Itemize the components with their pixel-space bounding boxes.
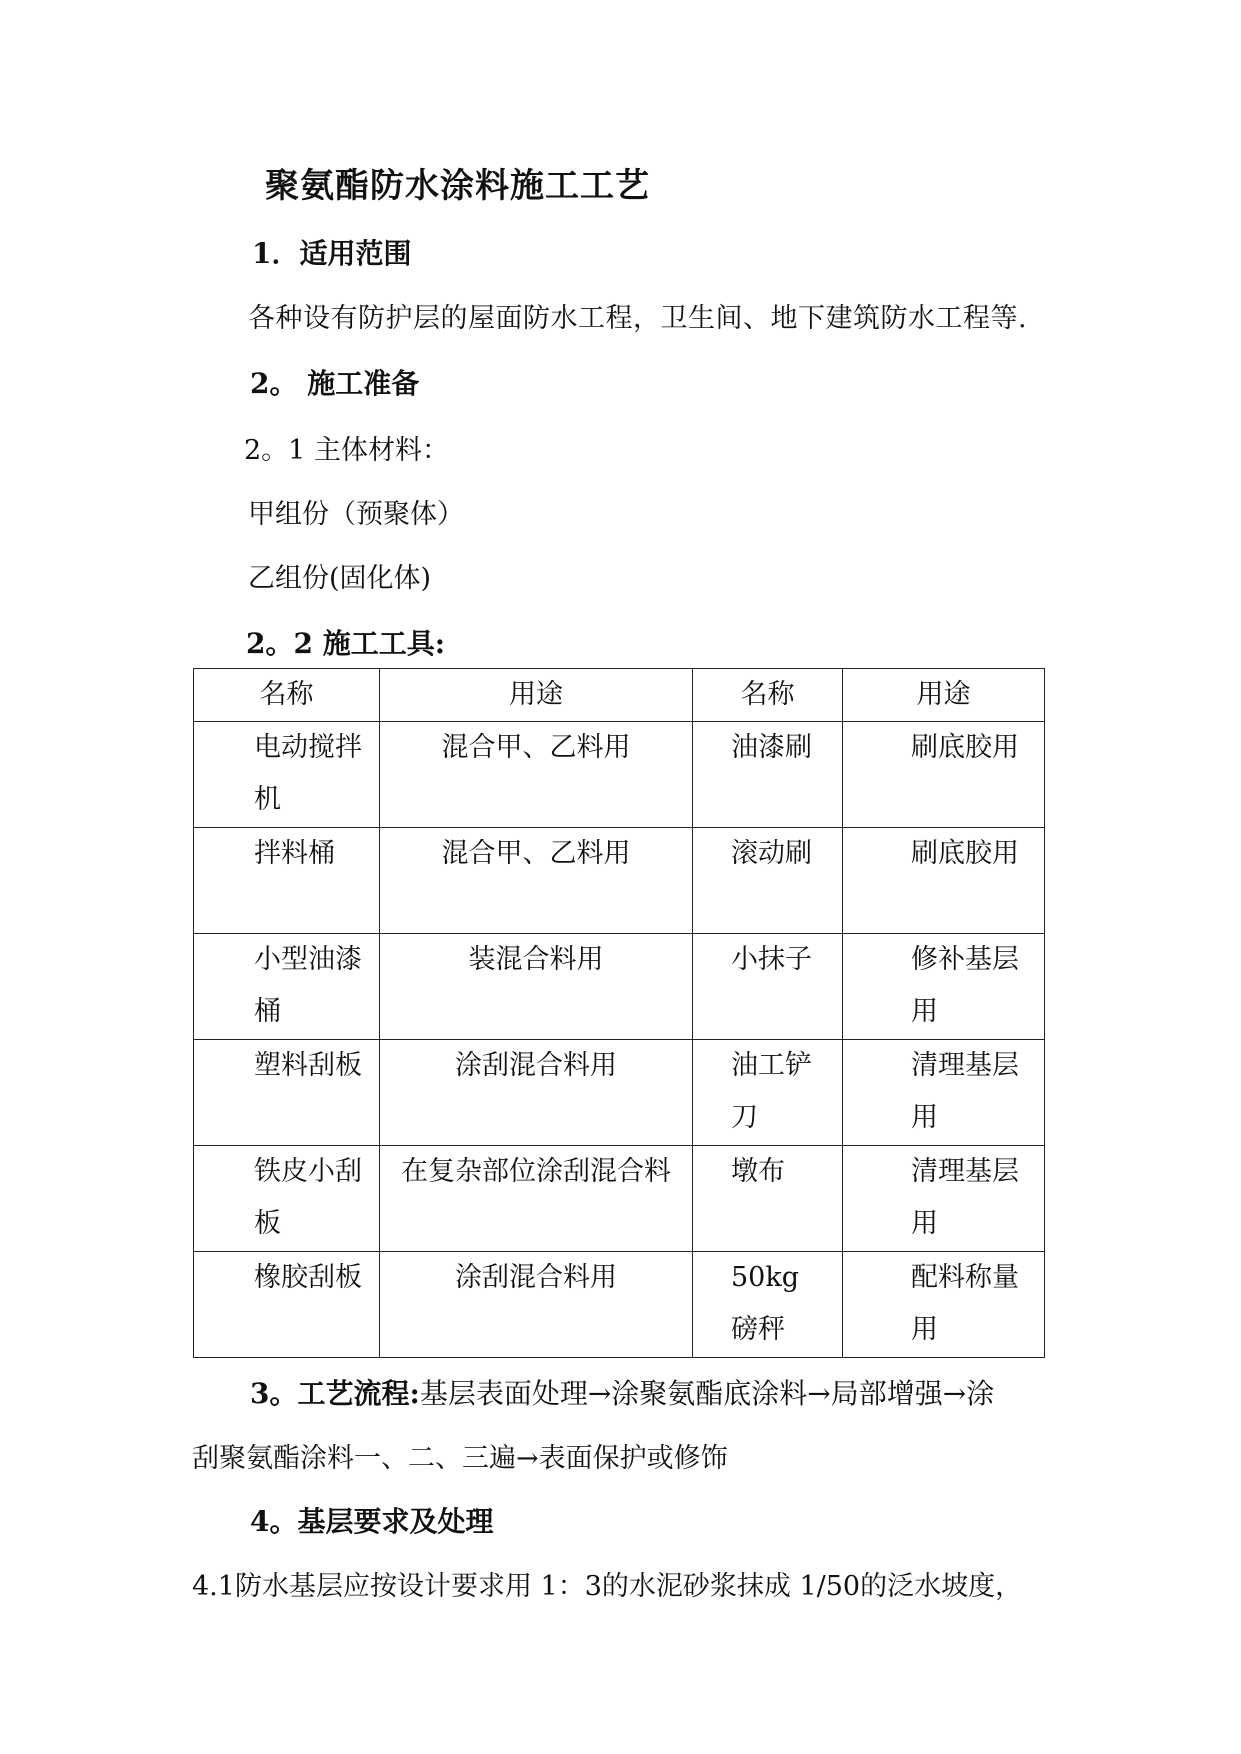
material-component-b: 乙组份(固化体) <box>248 563 432 594</box>
section-heading-base-requirements: 4。基层要求及处理 <box>250 1505 494 1538</box>
tool-use-cell: 装混合料用 <box>380 934 693 1040</box>
table-row <box>194 1146 1045 1252</box>
process-flow-paragraph <box>250 1372 994 1412</box>
document-title: 聚氨酯防水涂料施工工艺 <box>265 166 650 206</box>
tool-use-cell: 涂刮混合料用 <box>380 1252 693 1358</box>
tool-name-cell: 橡胶刮板 <box>194 1252 380 1358</box>
tool-name-cell: 滚动刷 <box>693 828 843 934</box>
process-flow-text-continued: 刮聚氨酯涂料一、二、三遍→表面保护或修饰 <box>192 1443 728 1474</box>
table-header-cell: 名称 <box>693 669 843 722</box>
tool-name-cell: 50kg 磅秤 <box>693 1252 843 1358</box>
tool-name-cell: 小抹子 <box>693 934 843 1040</box>
base-requirement-text: 4.1防水基层应按设计要求用 1：3的水泥砂浆抹成 1/50的泛水坡度， <box>192 1571 1023 1602</box>
tool-use-cell: 配料称量用 <box>843 1252 1045 1358</box>
table-row <box>194 722 1045 828</box>
scope-text: 各种设有防护层的屋面防水工程，卫生间、地下建筑防水工程等. <box>248 303 1028 334</box>
tool-name-cell: 小型油漆桶 <box>194 934 380 1040</box>
tool-use-cell: 在复杂部位涂刮混合料 <box>380 1146 693 1252</box>
tools-table <box>193 668 1045 1358</box>
section-heading-process: 3。工艺流程: <box>250 1377 420 1410</box>
tool-use-cell: 修补基层用 <box>843 934 1045 1040</box>
subheading-tools: 2。2 施工工具: <box>246 627 446 660</box>
tool-name-cell: 拌料桶 <box>194 828 380 934</box>
table-row <box>194 1040 1045 1146</box>
tool-name-cell: 墩布 <box>693 1146 843 1252</box>
process-flow-text: 基层表面处理→涂聚氨酯底涂料→局部增强→涂 <box>419 1377 995 1410</box>
table-row <box>194 828 1045 934</box>
subheading-main-materials: 2。1 主体材料： <box>244 435 449 466</box>
table-header-cell: 用途 <box>380 669 693 722</box>
material-component-a: 甲组份（预聚体） <box>248 499 464 530</box>
tool-name-cell: 油工铲刀 <box>693 1040 843 1146</box>
tool-use-cell: 混合甲、乙料用 <box>380 828 693 934</box>
table-header-row <box>194 669 1045 722</box>
tool-use-cell: 涂刮混合料用 <box>380 1040 693 1146</box>
tool-use-cell: 清理基层用 <box>843 1146 1045 1252</box>
table-row <box>194 934 1045 1040</box>
tool-name-cell: 铁皮小刮板 <box>194 1146 380 1252</box>
section-heading-scope: 1．适用范围 <box>252 237 412 270</box>
tool-use-cell: 清理基层用 <box>843 1040 1045 1146</box>
tool-name-cell: 塑料刮板 <box>194 1040 380 1146</box>
table-header-cell: 名称 <box>194 669 380 722</box>
tool-use-cell: 刷底胶用 <box>843 722 1045 828</box>
tool-name-cell: 油漆刷 <box>693 722 843 828</box>
tool-use-cell: 混合甲、乙料用 <box>380 722 693 828</box>
table-header-cell: 用途 <box>843 669 1045 722</box>
table-row <box>194 1252 1045 1358</box>
tool-name-cell: 电动搅拌机 <box>194 722 380 828</box>
section-heading-preparation: 2。 施工准备 <box>250 367 420 400</box>
tool-use-cell: 刷底胶用 <box>843 828 1045 934</box>
